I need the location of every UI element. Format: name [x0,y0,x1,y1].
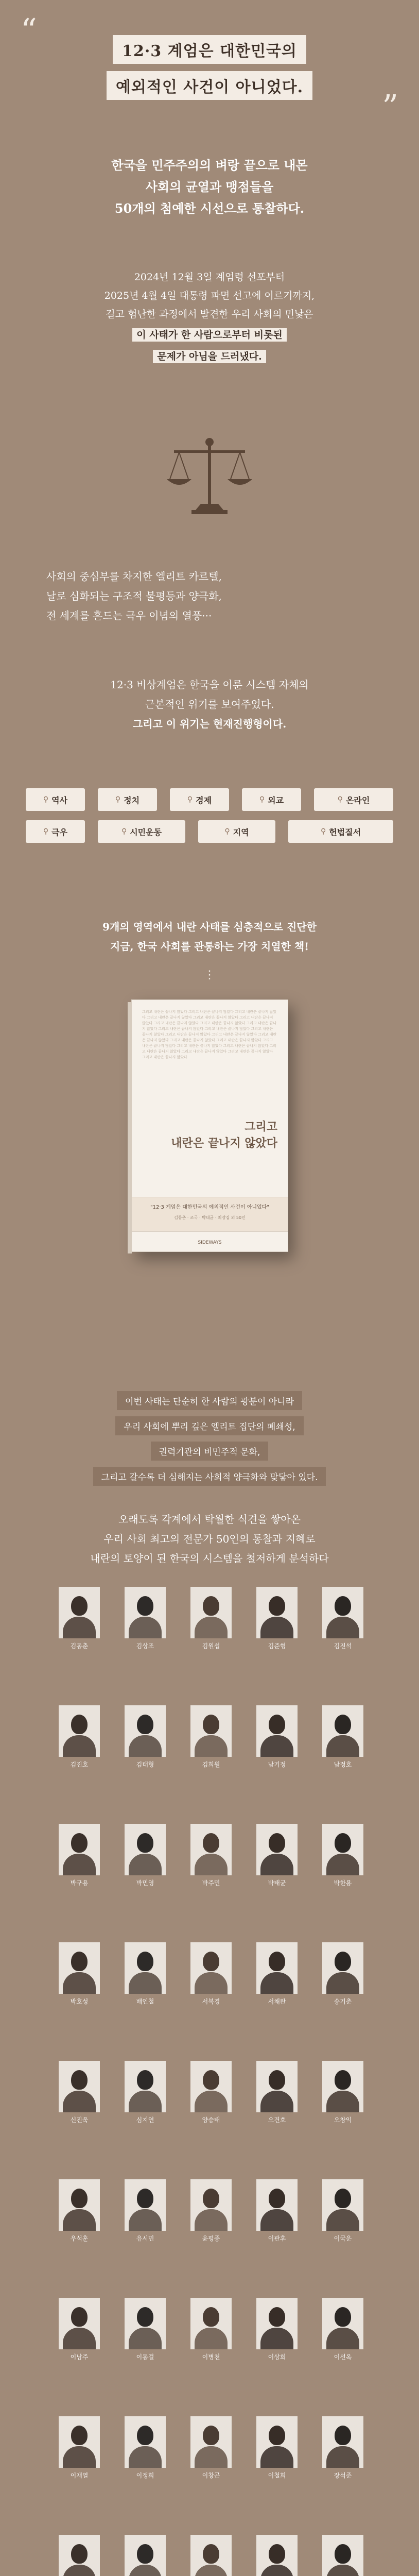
book-title [142,1118,277,1151]
avatar [195,2446,228,2468]
avatar [71,1596,88,1616]
expert-card [54,1942,105,2020]
expert-card [119,1705,171,1783]
expert-name: 배인철 [136,1998,154,2005]
avatar [335,1596,351,1616]
paragraph-line: 근본적인 위기를 보여주었다. [145,698,274,710]
expert-name: 오창익 [334,2116,352,2124]
paragraph-line: 9개의 영역에서 내란 사태를 심층적으로 진단한 [102,921,317,933]
expert-card [119,2416,171,2494]
avatar [195,1972,228,1994]
statement-strip: 그리고 갈수록 더 심해지는 사회적 양극화와 맞닿아 있다. [93,1467,326,1486]
avatar [203,2070,219,2090]
paragraph-line: 날로 심화되는 구조적 불평등과 양극화, [46,590,222,602]
avatar [129,2565,162,2576]
close-quote-icon: ” [382,88,398,125]
headline-line-1: 12·3 계엄은 대한민국의 [113,35,306,64]
avatar [129,1972,162,1994]
book-cover [131,999,288,1252]
avatar [326,2328,359,2349]
avatar [269,2189,285,2208]
expert-name: 이병천 [202,2353,220,2361]
intro-line: 한국을 민주주의의 벼랑 끝으로 내몬 [111,158,308,173]
expert-photo [190,2061,232,2112]
avatar [71,1833,88,1853]
expert-photo [322,1942,363,1994]
book-subtitle: "12·3 계엄은 대한민국의 예외적인 사건이 아니었다" [150,1205,269,1210]
avatar [195,1617,228,1638]
avatar [269,2544,285,2564]
avatar [203,2307,219,2327]
expert-name: 박한용 [334,1879,352,1887]
expert-card [317,2416,369,2494]
expert-photo [190,1824,232,1875]
paragraph-line: 내란의 토양이 된 한국의 시스템을 철저하게 분석하다 [90,1552,329,1565]
avatar [129,2091,162,2112]
avatar [269,1952,285,1971]
tag-label: 극우 [51,827,68,837]
intro-line: 50개의 첨예한 시선으로 통찰하다. [114,201,305,216]
expert-card [317,1587,369,1664]
expert-name: 유시민 [136,2235,154,2242]
expert-photo [59,2416,100,2468]
expert-photo [322,2179,363,2231]
expert-card [251,2179,303,2257]
avatar [195,1735,228,1757]
avatar [63,1617,96,1638]
expert-photo [322,1705,363,1757]
intro-highlight: 문제가 아님을 드러냈다. [153,350,266,363]
intro-detail-line: 2024년 12월 3일 계엄령 선포부터 [134,272,285,283]
avatar [71,1952,88,1971]
paragraph-line: 지금, 한국 사회를 관통하는 가장 치열한 책! [110,940,309,953]
avatar [71,2189,88,2208]
tag-label: 정치 [124,795,140,805]
expert-name: 이동걸 [136,2353,154,2361]
expert-name: 이국운 [334,2235,352,2242]
expert-photo [256,1587,298,1638]
expert-photo [190,2535,232,2576]
avatar [269,2426,285,2445]
avatar [326,1854,359,1875]
statement-strip: 이번 사태는 단순히 한 사람의 광분이 아니라 [117,1391,302,1410]
avatar [260,1854,293,1875]
avatar [137,2189,153,2208]
expert-card [251,2416,303,2494]
avatar [137,1833,153,1853]
avatar [203,1715,219,1734]
avatar [260,2565,293,2576]
expert-name: 서복경 [202,1998,220,2005]
avatar [335,1715,351,1734]
avatar [335,1833,351,1853]
expert-name: 송기춘 [334,1998,352,2005]
expert-card [54,1824,105,1901]
expert-photo [256,2416,298,2468]
expert-name: 이정희 [136,2472,154,2479]
tag-label: 헌법질서 [329,827,361,837]
expert-name: 이남주 [70,2353,89,2361]
avatar [326,2565,359,2576]
avatar [129,2328,162,2349]
expert-name: 김희원 [202,1761,220,1768]
avatar [195,2565,228,2576]
expert-name: 김준형 [268,1642,286,1650]
expert-photo [125,2179,166,2231]
search-icon: ⚲ [320,827,326,836]
avatar [335,2070,351,2090]
open-quote-icon: “ [21,11,37,49]
expert-name: 김상조 [136,1642,154,1650]
expert-photo [59,2061,100,2112]
expert-name: 박태균 [268,1879,286,1887]
avatar [326,2446,359,2468]
avatar [203,2426,219,2445]
expert-card [317,1942,369,2020]
avatar [260,2091,293,2112]
expert-name: 이선옥 [334,2353,352,2361]
book-title-line: 내란은 끝나지 않았다 [171,1137,277,1150]
expert-name: 남기정 [268,1761,286,1768]
search-icon: ⚲ [187,795,193,804]
expert-name: 이상희 [268,2353,286,2361]
expert-card [119,1942,171,2020]
expert-card [54,2298,105,2375]
tag-label: 지역 [233,827,249,837]
expert-photo [322,2061,363,2112]
expert-card [185,2298,237,2375]
expert-card [119,2061,171,2138]
expert-photo [59,2298,100,2349]
expert-name: 이재열 [70,2472,89,2479]
search-icon: ⚲ [224,827,230,836]
search-icon: ⚲ [115,795,121,804]
intro-highlight: 이 사태가 한 사람으로부터 비롯된 [132,328,286,342]
expert-card [54,1705,105,1783]
expert-card [185,1705,237,1783]
expert-photo [322,1824,363,1875]
expert-photo [59,1705,100,1757]
intro-detail-line: 2025년 4월 4일 대통령 파면 선고에 이르기까지, [104,290,315,301]
expert-card [317,1824,369,1901]
expert-photo [190,1587,232,1638]
paragraph-line: 우리 사회 최고의 전문가 50인의 통찰과 지혜로 [103,1533,316,1545]
avatar [335,2544,351,2564]
avatar [260,1972,293,1994]
avatar [195,2091,228,2112]
avatar [203,2189,219,2208]
book-authors: 김동춘 · 조국 · 박태균 · 최장집 외 50인 [174,1215,246,1220]
expert-card [251,1824,303,1901]
expert-card [317,2179,369,2257]
expert-name: 심지연 [136,2116,154,2124]
avatar [260,1735,293,1757]
expert-photo [322,2535,363,2576]
expert-photo [256,1705,298,1757]
dots-divider: ⋮ [204,969,215,981]
avatar [71,2070,88,2090]
intro-detail [0,268,419,366]
paragraph-crisis [77,675,342,734]
expert-photo [190,1705,232,1757]
tag-constitution[interactable] [288,820,393,843]
avatar [137,2307,153,2327]
expert-card [119,2179,171,2257]
expert-name: 우석훈 [70,2235,89,2242]
paragraph-line: 전 세계를 흔드는 극우 이념의 열풍··· [46,609,212,622]
expert-photo [190,2298,232,2349]
tag-label: 온라인 [345,795,370,805]
tag-label: 경제 [196,795,212,805]
avatar [137,1715,153,1734]
avatar [129,1854,162,1875]
tag-label: 역사 [51,795,68,805]
avatar [71,1715,88,1734]
tag-far-right[interactable] [26,820,85,843]
avatar [195,2328,228,2349]
expert-card [119,1587,171,1664]
tag-label: 외교 [268,795,284,805]
expert-card [251,2298,303,2375]
tag-diplomacy[interactable] [242,788,301,811]
expert-name: 김진석 [334,1642,352,1650]
avatar [63,1735,96,1757]
intro-line: 사회의 균열과 맹점들을 [145,179,274,194]
expert-photo [125,1705,166,1757]
expert-photo [256,2061,298,2112]
paragraph-elite [46,567,376,625]
avatar [129,2209,162,2231]
expert-photo [256,2298,298,2349]
avatar [129,2446,162,2468]
avatar [63,2565,96,2576]
expert-card [251,1942,303,2020]
avatar [137,2426,153,2445]
expert-photo [125,2298,166,2349]
expert-name: 이창곤 [202,2472,220,2479]
expert-card [185,1942,237,2020]
expert-card [317,2061,369,2138]
avatar [326,1735,359,1757]
book-title-line: 그리고 [245,1120,277,1133]
expert-name: 오건호 [268,2116,286,2124]
book-band [132,1197,288,1232]
expert-card [54,2416,105,2494]
search-icon: ⚲ [43,795,49,804]
tag-history[interactable] [26,788,85,811]
expert-name: 김태형 [136,1761,154,1768]
avatar [71,2544,88,2564]
avatar [137,2544,153,2564]
expert-card [119,1824,171,1901]
book-publisher: SIDEWAYS [198,1240,222,1245]
expert-name: 김진호 [70,1761,89,1768]
expert-photo [59,1587,100,1638]
expert-card [251,1587,303,1664]
expert-photo [322,1587,363,1638]
scale-icon [165,433,254,520]
avatar [129,1735,162,1757]
expert-photo [322,2416,363,2468]
headline-line-2: 예외적인 사건이 아니었다. [107,71,312,100]
expert-name: 박구용 [70,1879,89,1887]
search-icon: ⚲ [121,827,127,836]
expert-card [54,2179,105,2257]
expert-photo [125,1824,166,1875]
paragraph-experts [41,1510,378,1568]
expert-photo [125,1587,166,1638]
expert-photo [190,1942,232,1994]
tag-civic[interactable] [98,820,185,843]
expert-photo [190,2416,232,2468]
paragraph-nine-areas [41,917,378,956]
statement-strip: 우리 사회에 뿌리 깊은 엘리트 집단의 폐쇄성, [115,1416,303,1435]
avatar [195,2209,228,2231]
expert-photo [322,2298,363,2349]
book-cover-text: 그리고 내란은 끝나지 않았다 그리고 내란은 끝나지 않았다 그리고 내란은 끝나지 않았다 그리고 내란은 끝나지 않았다 그리고 내란은 끝나지 않았다 그리고 내란은 끝나지 않았다 그리고 내란은 끝나지 않았다 그리고 내란은 끝나지 않았다 그리고 내란은 끝나지 않았다 그리고 내란은 끝나지 않았다 그리고 내란은 끝나지 않았다 그리고 내란은 끝나지 않았다 그리고 내란은 끝나지 않았다 그리고 내란은 끝나지 않았다 그리고 내란은 끝나지 않았다 그리고 내란은 끝나지 않았다 그리고 내란은 끝나지 않았다 그리고 내란은 끝나지 않았다 그리고 내란은 끝나지 않았다 그리고 내란은 끝나지 않았다 그리고 내란은 끝나지 않았다 그리고 내란은 끝나지 않았다 그리고 내란은 끝나지 않았다 그리고 내란은 끝나지 않았다 [142,1010,277,1059]
avatar [326,1972,359,1994]
avatar [269,1715,285,1734]
avatar [335,2189,351,2208]
avatar [63,2091,96,2112]
expert-name: 남정호 [334,1761,352,1768]
expert-card [185,1824,237,1901]
expert-photo [256,1942,298,1994]
avatar [63,2328,96,2349]
expert-name: 서채완 [268,1998,286,2005]
expert-photo [125,1942,166,1994]
expert-card [119,2535,171,2576]
intro-detail-line: 길고 험난한 과정에서 발견한 우리 사회의 민낯은 [106,309,313,320]
avatar [195,1854,228,1875]
avatar [203,2544,219,2564]
expert-card [317,2535,369,2576]
avatar [260,2328,293,2349]
expert-photo [256,2535,298,2576]
expert-name: 박민영 [136,1879,154,1887]
expert-card [185,1587,237,1664]
avatar [335,1952,351,1971]
expert-photo [190,2179,232,2231]
expert-card [119,2298,171,2375]
avatar [269,2070,285,2090]
expert-card [317,1705,369,1783]
avatar [137,1596,153,1616]
avatar [203,1596,219,1616]
avatar [71,2426,88,2445]
book-spine [128,1002,132,1253]
avatar [335,2307,351,2327]
avatar [203,1952,219,1971]
paragraph-line: 사회의 중심부를 차지한 엘리트 카르텔, [46,570,222,583]
avatar [326,2209,359,2231]
expert-card [54,2535,105,2576]
avatar [137,1952,153,1971]
expert-card [185,2061,237,2138]
avatar [203,1833,219,1853]
expert-name: 김동춘 [70,1642,89,1650]
expert-card [185,2416,237,2494]
expert-photo [59,2179,100,2231]
paragraph-line: 그리고 이 위기는 현재진행형이다. [132,718,287,730]
expert-card [185,2535,237,2576]
search-icon: ⚲ [337,795,343,804]
expert-card [185,2179,237,2257]
avatar [129,1617,162,1638]
expert-name: 이철희 [268,2472,286,2479]
expert-card [54,1587,105,1664]
avatar [63,2209,96,2231]
expert-photo [59,2535,100,2576]
paragraph-line: 12·3 비상계엄은 한국을 이룬 시스템 자체의 [110,679,309,691]
avatar [137,2070,153,2090]
avatar [260,2209,293,2231]
avatar [335,2426,351,2445]
expert-photo [125,2535,166,2576]
expert-card [54,2061,105,2138]
expert-name: 김원섭 [202,1642,220,1650]
statement-strips [0,1391,419,1492]
expert-name: 윤평중 [202,2235,220,2242]
expert-name: 박주민 [202,1879,220,1887]
expert-name: 이관후 [268,2235,286,2242]
search-icon: ⚲ [259,795,265,804]
avatar [260,2446,293,2468]
avatar [260,1617,293,1638]
expert-name: 장석준 [334,2472,352,2479]
expert-photo [59,1942,100,1994]
expert-name: 박호성 [70,1998,89,2005]
tag-label: 시민운동 [130,827,162,837]
avatar [63,1972,96,1994]
header-quote [21,11,398,125]
expert-name: 양승태 [202,2116,220,2124]
tag-region[interactable] [198,820,275,843]
tag-online[interactable] [314,788,393,811]
avatar [326,2091,359,2112]
search-icon: ⚲ [43,827,49,836]
expert-photo [256,2179,298,2231]
avatar [269,2307,285,2327]
expert-card [251,2061,303,2138]
expert-photo [256,1824,298,1875]
avatar [71,2307,88,2327]
tag-economy[interactable] [170,788,229,811]
expert-name: 신진욱 [70,2116,89,2124]
tag-politics[interactable] [98,788,157,811]
avatar [269,1596,285,1616]
avatar [63,1854,96,1875]
expert-photo [125,2061,166,2112]
statement-strip: 권력기관의 비민주적 문화, [151,1442,269,1461]
paragraph-line: 오래도록 각계에서 탁월한 식견을 쌓아온 [118,1513,301,1526]
expert-photo [125,2416,166,2468]
avatar [63,2446,96,2468]
expert-photo [59,1824,100,1875]
expert-card [251,2535,303,2576]
expert-card [317,2298,369,2375]
avatar [326,1617,359,1638]
expert-card [251,1705,303,1783]
avatar [269,1833,285,1853]
intro-text [0,155,419,219]
